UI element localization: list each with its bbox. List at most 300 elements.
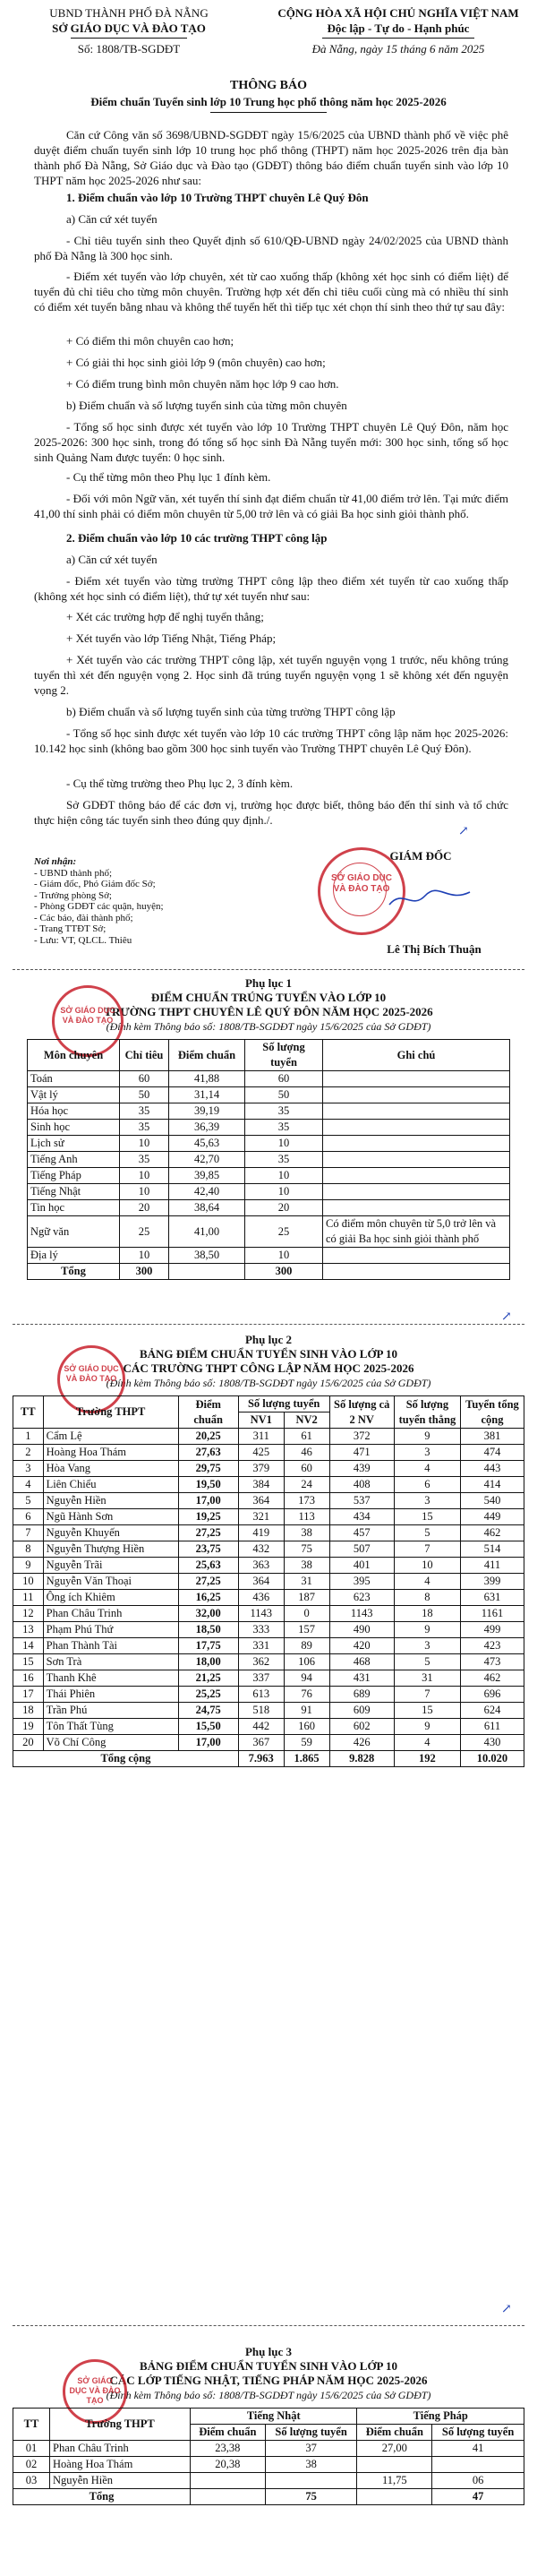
table-row: [13, 1574, 524, 1590]
recipient-item: - Giám đốc, Phó Giám đốc Sở;: [34, 879, 156, 889]
table-cell: Toán: [28, 1071, 120, 1087]
table-row: [28, 1184, 510, 1200]
appendix3-table: [13, 2408, 524, 2505]
column-header: Số lượng cả 2 NV: [329, 1396, 394, 1429]
notice-subtitle: Điểm chuẩn Tuyển sinh lớp 10 Trung học phổ thông năm học 2025-2026: [90, 95, 447, 108]
table-cell: 6: [13, 1509, 44, 1525]
table-cell: 468: [329, 1654, 394, 1670]
table-cell: 32,00: [178, 1606, 238, 1622]
table-cell: 434: [329, 1509, 394, 1525]
table-cell: 39,85: [169, 1168, 245, 1184]
column-header: Điểm chuẩn: [178, 1396, 238, 1429]
column-header: Điểm chuẩn: [191, 2425, 266, 2441]
criteria-item: + Có điểm thi môn chuyên cao hơn;: [66, 334, 234, 348]
table-cell: Nguyễn Khuyến: [43, 1525, 178, 1541]
table-cell: 94: [284, 1670, 329, 1687]
national-motto-block: [268, 5, 528, 56]
table-cell: 10: [245, 1248, 323, 1264]
body-paragraph: - Tổng số học sinh được xét tuyển vào lớp 10 Trường THPT chuyên Lê Quý Đôn, năm học 2025-2026: 300 học sinh, trong đó tổng số học sinh Đà Nẵng tuyển mới: 300 học sinh, tổng số học sinh Quảng Nam được tuyển: 0 học sinh.: [34, 420, 508, 464]
table-cell: Tổng cộng: [13, 1751, 239, 1767]
table-cell: 29,75: [178, 1461, 238, 1477]
column-header: Ghi chú: [323, 1040, 510, 1071]
appendix2-stamp-text: SỞ GIÁO DỤC VÀ ĐÀO TẠO: [64, 1364, 119, 1383]
table-row: [13, 1703, 524, 1719]
table-cell: 38: [265, 2457, 357, 2473]
column-header: Số lượng tuyển: [245, 1040, 323, 1071]
table-cell: 39,19: [169, 1103, 245, 1120]
table-cell: 321: [238, 1509, 284, 1525]
table-cell: [265, 2473, 357, 2489]
table-cell: 1: [13, 1429, 44, 1445]
section-heading: 2. Điểm chuẩn vào lớp 10 các trường THPT công lập: [66, 531, 328, 545]
table-cell: 21,25: [178, 1670, 238, 1687]
table-row: [13, 1558, 524, 1574]
section-heading: 1. Điểm chuẩn vào lớp 10 Trường THPT chuyên Lê Quý Đôn: [66, 191, 369, 204]
table-cell: 50: [120, 1087, 169, 1103]
table-cell: 490: [329, 1622, 394, 1638]
recipient-item: - UBND thành phố;: [34, 867, 113, 879]
table-cell: Nguyễn Thượng Hiền: [43, 1541, 178, 1558]
table-cell: 75: [284, 1541, 329, 1558]
table-cell: 624: [460, 1703, 524, 1719]
column-header: Số lượng tuyển thẳng: [394, 1396, 460, 1429]
table-cell: 23,38: [191, 2441, 266, 2457]
column-header: Môn chuyên: [28, 1040, 120, 1071]
page-break: [13, 969, 524, 970]
table-cell: 364: [238, 1574, 284, 1590]
table-cell: 696: [460, 1687, 524, 1703]
table-cell: 25: [245, 1216, 323, 1248]
table-cell: 362: [238, 1654, 284, 1670]
table-cell: Cẩm Lệ: [43, 1429, 178, 1445]
table-cell: 60: [284, 1461, 329, 1477]
table-cell: 442: [238, 1719, 284, 1735]
table-cell: 17,75: [178, 1638, 238, 1654]
column-header: Tiếng Nhật: [191, 2409, 357, 2425]
stamp-text: SỞ GIÁO DỤC VÀ ĐÀO TẠO: [331, 873, 392, 894]
handwritten-check-mark: ↗: [458, 825, 469, 838]
table-row: [13, 2441, 524, 2457]
table-cell: 300: [245, 1264, 323, 1280]
table-row: [13, 1590, 524, 1606]
body-paragraph: - Điểm xét tuyển vào lớp chuyên, xét từ cao xuống thấp (không xét học sinh có điểm liệt) để tuyển đủ chỉ tiêu cho từng môn chuyên. Trường hợp xét đến chỉ tiêu cuối cùng mà có nhiều thí sinh có điểm xét tuyển bằng nhau và không thể tuyển hết thì tiếp tục xét chọn thí sinh theo thứ tự sau đây:: [34, 270, 508, 313]
table-row: [13, 1445, 524, 1461]
appendix3-title: BẢNG ĐIỂM CHUẨN TUYỂN SINH VÀO LỚP 10: [139, 2359, 398, 2373]
table-cell: Thanh Khê: [43, 1670, 178, 1687]
table-cell: 10: [120, 1248, 169, 1264]
table-cell: 113: [284, 1509, 329, 1525]
table-cell: 462: [460, 1670, 524, 1687]
table-cell: Sinh học: [28, 1120, 120, 1136]
table-cell: Tiếng Nhật: [28, 1184, 120, 1200]
table-cell: 15,50: [178, 1719, 238, 1735]
table-cell: 60: [245, 1071, 323, 1087]
table-cell: 15: [394, 1703, 460, 1719]
table-cell: [432, 2457, 524, 2473]
national-title: CỘNG HÒA XÃ HỘI CHỦ NGHĨA VIỆT NAM: [277, 6, 519, 20]
table-cell: 7.963: [238, 1751, 284, 1767]
table-cell: 35: [245, 1120, 323, 1136]
table-cell: Võ Chí Công: [43, 1735, 178, 1751]
table-cell: 25: [120, 1216, 169, 1248]
column-header: TT: [13, 2409, 50, 2441]
table-cell: 187: [284, 1590, 329, 1606]
table-cell: 10: [120, 1184, 169, 1200]
table-cell: 16: [13, 1670, 44, 1687]
column-header: Trường THPT: [43, 1396, 178, 1429]
table-cell: 18,50: [178, 1622, 238, 1638]
table-cell: 27,00: [357, 2441, 432, 2457]
table-row: [13, 1509, 524, 1525]
table-cell: 401: [329, 1558, 394, 1574]
table-cell: 75: [265, 2489, 357, 2505]
table-cell: 0: [284, 1606, 329, 1622]
table-cell: 4: [394, 1574, 460, 1590]
column-header: Tiếng Pháp: [357, 2409, 524, 2425]
table-row: [28, 1216, 510, 1248]
recipients-title: Nơi nhận:: [34, 856, 77, 867]
body-paragraph: - Cụ thể từng môn theo Phụ lục 1 đính kèm.: [66, 470, 271, 484]
table-cell: Hoàng Hoa Thám: [43, 1445, 178, 1461]
column-header: Số lượng tuyển: [238, 1396, 329, 1413]
table-cell: Nguyễn Hiền: [50, 2473, 191, 2489]
table-row: [13, 1461, 524, 1477]
table-cell: 4: [394, 1461, 460, 1477]
table-cell: 27,63: [178, 1445, 238, 1461]
table-cell: Liên Chiểu: [43, 1477, 178, 1493]
column-header: NV2: [284, 1413, 329, 1429]
table-cell: Nguyễn Hiền: [43, 1493, 178, 1509]
table-cell: 10: [245, 1168, 323, 1184]
table-cell: 41,00: [169, 1216, 245, 1248]
table-cell: 10: [245, 1136, 323, 1152]
table-row: [13, 1429, 524, 1445]
table-row: [13, 1638, 524, 1654]
table-row: [13, 1687, 524, 1703]
table-cell: 10: [245, 1184, 323, 1200]
appendix2-title: BẢNG ĐIỂM CHUẨN TUYỂN SINH VÀO LỚP 10: [139, 1347, 398, 1361]
table-cell: 20: [245, 1200, 323, 1216]
criteria-item: + Có điểm trung bình môn chuyên năm học lớp 9 cao hơn.: [66, 377, 339, 391]
table-cell: 106: [284, 1654, 329, 1670]
table-cell: 331: [238, 1638, 284, 1654]
table-cell: 537: [329, 1493, 394, 1509]
table-row: [28, 1103, 510, 1120]
table-cell: 17: [13, 1687, 44, 1703]
appendix2-table: [13, 1395, 524, 1767]
issuer-block: [13, 5, 245, 56]
table-cell: 1161: [460, 1606, 524, 1622]
table-cell: 9: [394, 1719, 460, 1735]
sub-heading: a) Căn cứ xét tuyển: [66, 212, 158, 226]
table-cell: 24: [284, 1477, 329, 1493]
table-cell: [357, 2489, 432, 2505]
table-cell: 423: [460, 1638, 524, 1654]
document-date: Đà Nẵng, ngày 15 tháng 6 năm 2025: [311, 42, 485, 56]
table-cell: 10: [13, 1574, 44, 1590]
table-cell: Tổng: [28, 1264, 120, 1280]
recipient-item: - Các báo, đài thành phố;: [34, 912, 133, 923]
table-cell: [323, 1200, 510, 1216]
table-cell: 9.828: [329, 1751, 394, 1767]
table-cell: 311: [238, 1429, 284, 1445]
table-cell: 431: [329, 1670, 394, 1687]
table-cell: 41: [432, 2441, 524, 2457]
appendix1-title: ĐIỂM CHUẨN TRÚNG TUYỂN VÀO LỚP 10: [150, 991, 387, 1004]
table-cell: 408: [329, 1477, 394, 1493]
page-break: [13, 2325, 524, 2326]
table-cell: 518: [238, 1703, 284, 1719]
table-cell: [323, 1071, 510, 1087]
table-cell: 420: [329, 1638, 394, 1654]
recipient-item: - Phòng GDĐT các quận, huyện;: [34, 901, 164, 912]
body-paragraph: - Đối với môn Ngữ văn, xét tuyển thí sinh đạt điểm chuẩn từ 41,00 điểm trở lên. Tại mức điểm 41,00 thí sinh phải có điểm môn chuyên từ 5,00 trở lên và có giải Ba học sinh giỏi thành phố.: [34, 492, 508, 520]
table-cell: 499: [460, 1622, 524, 1638]
table-cell: 25,63: [178, 1558, 238, 1574]
table-row: [13, 1493, 524, 1509]
column-header: NV1: [238, 1413, 284, 1429]
table-cell: Ông ích Khiêm: [43, 1590, 178, 1606]
table-cell: 91: [284, 1703, 329, 1719]
table-cell: 89: [284, 1638, 329, 1654]
body-paragraph: - Điểm xét tuyển vào từng trường THPT công lập theo điểm xét tuyển từ cao xuống thấp (không xét học sinh có điểm liệt), thứ tự xét tuyển như sau:: [34, 574, 508, 603]
table-total-row: [13, 2489, 524, 2505]
table-cell: 602: [329, 1719, 394, 1735]
table-cell: 15: [394, 1509, 460, 1525]
criteria-item: + Có giải thi học sinh giỏi lớp 9 (môn chuyên) cao hơn;: [66, 356, 326, 369]
table-cell: 47: [432, 2489, 524, 2505]
table-cell: [323, 1087, 510, 1103]
table-cell: 20: [13, 1735, 44, 1751]
table-cell: 31: [284, 1574, 329, 1590]
table-cell: 18: [394, 1606, 460, 1622]
table-cell: 3: [394, 1638, 460, 1654]
table-cell: 23,75: [178, 1541, 238, 1558]
appendix1-label: Phụ lục 1: [244, 976, 292, 990]
table-cell: 45,63: [169, 1136, 245, 1152]
table-cell: Hoàng Hoa Thám: [50, 2457, 191, 2473]
appendix3-attachment-note: (Đính kèm Thông báo số: 1808/TB-SGDĐT ngày 15/6/2025 của Sở GDĐT): [106, 2389, 431, 2401]
table-row: [28, 1168, 510, 1184]
table-cell: Phan Thành Tài: [43, 1638, 178, 1654]
table-cell: 3: [394, 1493, 460, 1509]
table-cell: 160: [284, 1719, 329, 1735]
issuer-underline: [71, 38, 187, 39]
motto-underline: [322, 38, 474, 39]
table-cell: 430: [460, 1735, 524, 1751]
table-cell: 35: [120, 1152, 169, 1168]
table-cell: Nguyễn Trãi: [43, 1558, 178, 1574]
table-cell: [323, 1103, 510, 1120]
table-cell: 19: [13, 1719, 44, 1735]
table-cell: Tôn Thất Tùng: [43, 1719, 178, 1735]
table-row: [13, 1735, 524, 1751]
table-cell: Phạm Phú Thứ: [43, 1622, 178, 1638]
table-row: [28, 1152, 510, 1168]
table-cell: [169, 1264, 245, 1280]
table-cell: 7: [394, 1541, 460, 1558]
table-cell: 9: [394, 1429, 460, 1445]
table-cell: 50: [245, 1087, 323, 1103]
column-header: Chỉ tiêu: [120, 1040, 169, 1071]
column-header: Điểm chuẩn: [169, 1040, 245, 1071]
table-row: [28, 1248, 510, 1264]
table-header-row: [13, 1396, 524, 1413]
table-cell: 474: [460, 1445, 524, 1461]
table-row: [13, 1606, 524, 1622]
table-cell: 38: [284, 1558, 329, 1574]
column-header: Số lượng tuyển: [432, 2425, 524, 2441]
table-cell: 35: [245, 1103, 323, 1120]
table-cell: 15: [13, 1654, 44, 1670]
table-row: [13, 1719, 524, 1735]
table-cell: 14: [13, 1638, 44, 1654]
table-cell: 337: [238, 1670, 284, 1687]
table-cell: 8: [394, 1590, 460, 1606]
criteria-item: + Xét tuyển vào lớp Tiếng Nhật, Tiếng Pháp;: [66, 631, 277, 645]
table-cell: 11,75: [357, 2473, 432, 2489]
table-cell: 16,25: [178, 1590, 238, 1606]
appendix3-label: Phụ lục 3: [244, 2345, 292, 2358]
table-cell: 46: [284, 1445, 329, 1461]
appendix1-body: [28, 1071, 510, 1264]
table-cell: 60: [120, 1071, 169, 1087]
table-cell: 5: [394, 1654, 460, 1670]
table-cell: 7: [13, 1525, 44, 1541]
table-cell: 1.865: [284, 1751, 329, 1767]
table-row: [28, 1120, 510, 1136]
table-cell: 10: [394, 1558, 460, 1574]
appendix1-table: [27, 1039, 510, 1280]
table-cell: 17,00: [178, 1735, 238, 1751]
table-cell: [323, 1152, 510, 1168]
table-cell: 613: [238, 1687, 284, 1703]
table-cell: [323, 1248, 510, 1264]
table-cell: 372: [329, 1429, 394, 1445]
table-row: [28, 1087, 510, 1103]
table-cell: 8: [13, 1541, 44, 1558]
table-cell: 7: [394, 1687, 460, 1703]
table-cell: 432: [238, 1541, 284, 1558]
table-cell: [357, 2457, 432, 2473]
table-cell: 20,25: [178, 1429, 238, 1445]
recipient-item: - Lưu: VT, QLCL. Thiêu: [34, 934, 132, 946]
notice-title: THÔNG BÁO: [230, 79, 307, 92]
table-row: [13, 2457, 524, 2473]
table-cell: 13: [13, 1622, 44, 1638]
recipient-item: - Trang TTĐT Sở;: [34, 923, 107, 934]
table-cell: 6: [394, 1477, 460, 1493]
table-cell: Phan Châu Trinh: [43, 1606, 178, 1622]
column-header: Điểm chuẩn: [357, 2425, 432, 2441]
doc-number: Số: 1808/TB-SGDĐT: [77, 42, 181, 56]
issuer-department: SỞ GIÁO DỤC VÀ ĐÀO TẠO: [52, 21, 206, 35]
table-cell: 384: [238, 1477, 284, 1493]
table-cell: 38,50: [169, 1248, 245, 1264]
table-cell: 623: [329, 1590, 394, 1606]
table-cell: Phan Châu Trinh: [50, 2441, 191, 2457]
document-header: [0, 5, 537, 68]
appendix2-attachment-note: (Đính kèm Thông báo số: 1808/TB-SGDĐT ngày 15/6/2025 của Sở GDĐT): [106, 1377, 431, 1389]
table-cell: 457: [329, 1525, 394, 1541]
table-cell: 514: [460, 1541, 524, 1558]
table-cell: [323, 1264, 510, 1280]
column-header: Tuyển tổng cộng: [460, 1396, 524, 1429]
table-row: [28, 1071, 510, 1087]
recipient-item: - Trưởng phòng Sở;: [34, 889, 112, 901]
table-cell: 31: [394, 1670, 460, 1687]
sub-heading: b) Điểm chuẩn và số lượng tuyển sinh của từng trường THPT công lập: [66, 705, 396, 718]
table-cell: Lịch sử: [28, 1136, 120, 1152]
table-row: [13, 2473, 524, 2489]
table-cell: Có điểm môn chuyên từ 5,0 trở lên và có giải Ba học sinh giỏi thành phố: [323, 1216, 510, 1248]
table-cell: 363: [238, 1558, 284, 1574]
table-cell: 03: [13, 2473, 50, 2489]
table-cell: 36,39: [169, 1120, 245, 1136]
appendix2-body: [13, 1429, 524, 1751]
issuer-city: UBND THÀNH PHỐ ĐÀ NẴNG: [49, 6, 209, 20]
table-cell: 414: [460, 1477, 524, 1493]
handwritten-check-mark: ↗: [501, 2303, 512, 2316]
table-cell: 473: [460, 1654, 524, 1670]
column-header: Trường THPT: [50, 2409, 191, 2441]
column-header: Số lượng tuyển: [265, 2425, 357, 2441]
national-motto: Độc lập - Tự do - Hạnh phúc: [327, 21, 470, 35]
table-cell: [191, 2473, 266, 2489]
table-cell: 4: [13, 1477, 44, 1493]
table-cell: 37: [265, 2441, 357, 2457]
table-cell: Ngữ văn: [28, 1216, 120, 1248]
table-cell: Hóa học: [28, 1103, 120, 1120]
page-break: [13, 1324, 524, 1325]
table-cell: 609: [329, 1703, 394, 1719]
table-cell: Tin học: [28, 1200, 120, 1216]
table-cell: 9: [13, 1558, 44, 1574]
table-cell: 06: [432, 2473, 524, 2489]
table-header-row: [13, 2409, 524, 2425]
table-cell: 333: [238, 1622, 284, 1638]
table-cell: 20,38: [191, 2457, 266, 2473]
table-cell: 5: [394, 1525, 460, 1541]
table-cell: 1143: [329, 1606, 394, 1622]
table-cell: 12: [13, 1606, 44, 1622]
body-paragraph: - Cụ thể từng trường theo Phụ lục 2, 3 đính kèm.: [66, 777, 294, 790]
table-cell: 192: [394, 1751, 460, 1767]
table-cell: 9: [394, 1622, 460, 1638]
appendix3-subtitle: CÁC LỚP TIẾNG NHẬT, TIẾNG PHÁP NĂM HỌC 2025-2026: [109, 2374, 428, 2387]
appendix3-stamp-text: SỞ GIÁO DỤC VÀ ĐÀO TẠO: [69, 2376, 121, 2405]
table-cell: 27,25: [178, 1525, 238, 1541]
recipients-list: [34, 856, 213, 946]
table-cell: 364: [238, 1493, 284, 1509]
body-paragraph: - Tổng số học sinh được xét tuyển vào lớp 10 các trường THPT công lập năm học 2025-2026: 10.142 học sinh (không bao gồm 300 học sinh tuyển vào Trường THPT chuyên Lê Quý Đôn).: [34, 726, 508, 755]
table-cell: 02: [13, 2457, 50, 2473]
table-cell: 35: [245, 1152, 323, 1168]
sub-heading: b) Điểm chuẩn và số lượng tuyển sinh của từng môn chuyên: [66, 399, 347, 412]
table-cell: 42,40: [169, 1184, 245, 1200]
table-cell: 1143: [238, 1606, 284, 1622]
table-cell: 300: [120, 1264, 169, 1280]
column-header: TT: [13, 1396, 44, 1429]
table-total-row: [13, 1751, 524, 1767]
appendix2-subtitle: CÁC TRƯỜNG THPT CÔNG LẬP NĂM HỌC 2025-2026: [123, 1361, 414, 1375]
table-total-row: [28, 1264, 510, 1280]
table-cell: 59: [284, 1735, 329, 1751]
table-cell: [323, 1168, 510, 1184]
table-row: [13, 1477, 524, 1493]
table-cell: [191, 2489, 266, 2505]
table-cell: 4: [394, 1735, 460, 1751]
